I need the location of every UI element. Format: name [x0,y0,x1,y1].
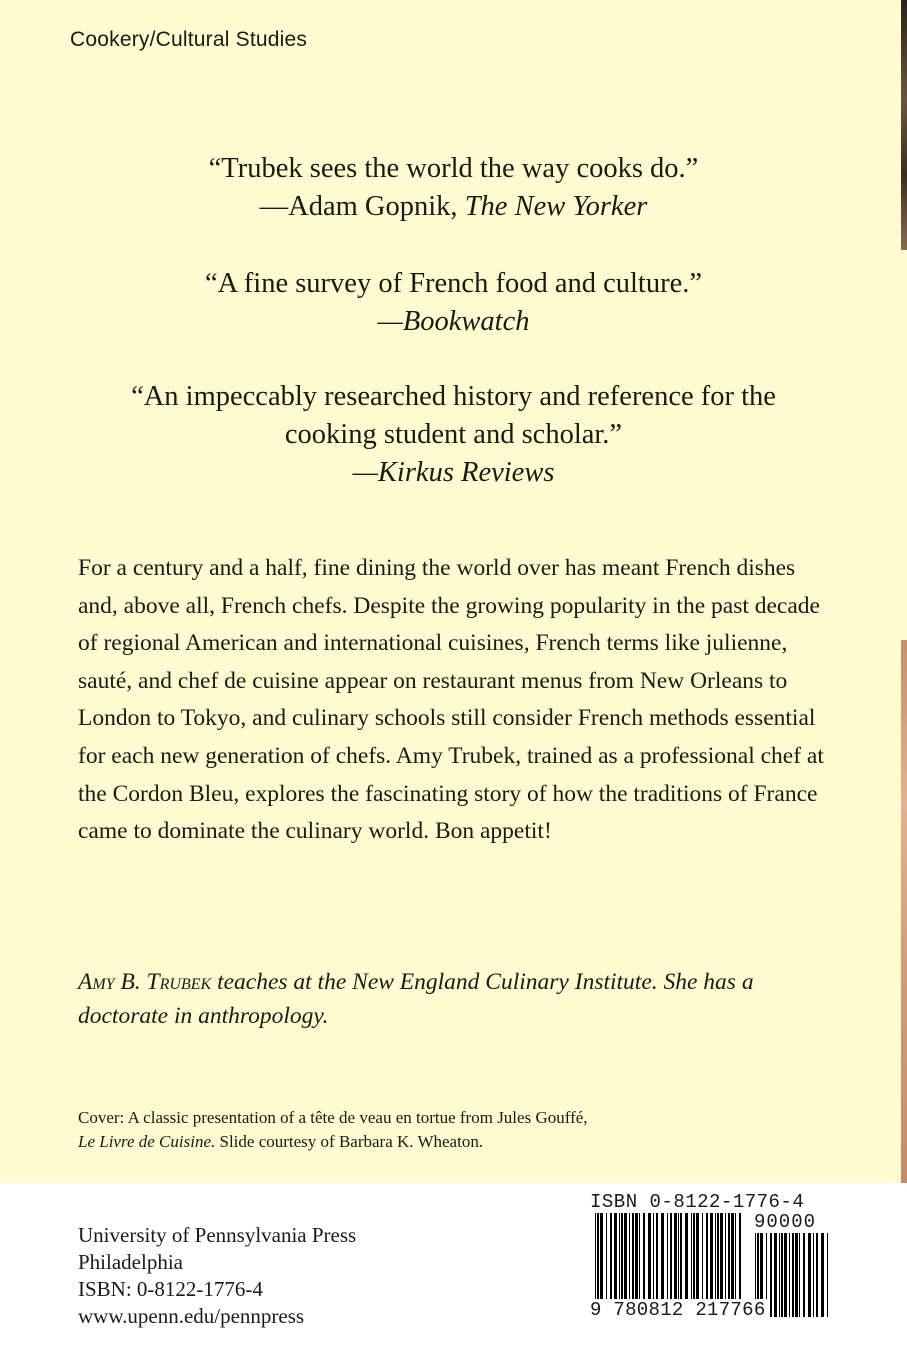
barcode-bar [597,1213,599,1311]
quote-2-attribution [0,303,907,341]
barcode-bar [702,1213,703,1311]
barcode-bar [821,1233,824,1317]
barcode-bar [610,1213,612,1311]
barcode-bar [696,1213,699,1311]
quote-3-attribution-source: —Kirkus Reviews [352,457,555,488]
barcode-bar [770,1233,772,1317]
quote-2-text: “A fine survey of French food and culture.” [205,268,702,299]
barcode-bar [624,1213,627,1311]
barcode-bar [784,1233,787,1317]
quote-3-text-line2: cooking student and scholar.” [284,419,623,450]
barcode-bar [639,1213,640,1311]
quote-3 [0,378,907,492]
barcode-bar [600,1213,603,1311]
barcode-bar [717,1213,719,1311]
author-bio [78,965,838,1033]
quote-1-attribution-source: The New Yorker [464,191,648,222]
barcode-bar [725,1213,726,1311]
barcode-bar [667,1213,668,1311]
barcode-bar [813,1233,814,1317]
barcode-bar [803,1233,805,1317]
quote-1-attribution [0,188,907,226]
barcode-bar [715,1213,716,1311]
barcode-bar [710,1213,713,1311]
publisher-isbn: ISBN: 0-8122-1776-4 [78,1277,263,1301]
barcode-bar [808,1233,811,1317]
barcode-bar [685,1213,688,1311]
barcode-bar [632,1213,634,1311]
barcode-isbn-label: ISBN 0-8122-1776-4 [590,1191,805,1213]
cover-credit-title: Le Livre de Cuisine. [78,1132,216,1151]
barcode-bar [706,1213,708,1311]
barcode-bar [728,1213,730,1311]
barcode-bar [619,1213,620,1311]
barcode-bar [795,1233,798,1317]
barcode-bar [680,1213,682,1311]
quote-1-attribution-prefix: —Adam Gopnik, [259,191,465,222]
barcode-bar [781,1233,783,1317]
cover-credit-rest: Slide courtesy of Barbara K. Wheaton. [215,1132,484,1151]
barcode-bar [693,1213,695,1311]
barcode-bar [621,1213,623,1311]
barcode-bar [606,1213,607,1311]
barcode-bar [678,1213,679,1311]
barcode [590,1191,840,1331]
quote-1-text: “Trubek sees the world the way cooks do.” [208,153,699,184]
barcode-bar [792,1233,794,1317]
publisher-name: University of Pennsylvania Press [78,1223,357,1247]
barcode-bar [731,1213,734,1311]
barcode-bar [661,1213,664,1311]
publisher-url: www.upenn.edu/pennpress [78,1304,305,1328]
barcode-bar [816,1233,818,1317]
barcode-bar [739,1213,741,1311]
barcode-bar [674,1213,677,1311]
barcode-bar [635,1213,638,1311]
cover-credit-line1: Cover: A classic presentation of a tête de veau en tortue from Jules Gouffé, [78,1108,588,1127]
author-bio-text: teaches at the New England Culinary Institute. She has a doctorate in anthropology. [78,969,754,1029]
quote-3-text-line1: “An impeccably researched history and reference for the [131,381,776,412]
publisher-block [78,1222,356,1330]
quote-1 [0,150,907,226]
barcode-bar [595,1213,596,1311]
barcode-bar [827,1233,828,1317]
barcode-bar [789,1233,790,1317]
barcode-bar [799,1233,800,1317]
barcode-bar [735,1213,736,1311]
barcode-bars-main [594,1213,744,1311]
cover-image-edge-middle [901,640,907,1185]
barcode-bar [720,1213,723,1311]
barcode-digits: 9 780812 217766 [590,1299,766,1321]
barcode-bar [653,1213,654,1311]
quote-3-attribution [0,454,907,492]
barcode-price-code: 90000 [754,1211,817,1233]
book-description: For a century and a half, fine dining the world over has meant French dishes and, above all, French chefs. Despite the growing popularity in the past decade of regional American and international cuisines, French terms like julienne, sauté, and chef de cuisine appear on restaurant menus from New Orleans to London to Tokyo, and culinary schools still consider French methods essential for each new generation of chefs. Amy Trubek, trained as a professional chef at the Cordon Bleu, explores the fascinating story of how the traditions of France came to dominate the culinary world. Bon appetit! [78,555,824,845]
barcode-bar [670,1213,672,1311]
author-name: Amy B. Trubek [78,969,212,995]
barcode-bar [774,1233,777,1317]
quote-2 [0,265,907,341]
cover-credit [78,1106,838,1154]
barcode-bar [779,1233,780,1317]
barcode-bar [614,1213,617,1311]
barcode-bar [648,1213,651,1311]
barcode-bar [656,1213,658,1311]
barcode-bar [691,1213,692,1311]
quote-2-attribution-source: —Bookwatch [377,306,530,337]
category-label: Cookery/Cultural Studies [70,28,308,51]
barcode-bar [643,1213,645,1311]
publisher-city: Philadelphia [78,1250,183,1274]
barcode-bar [629,1213,630,1311]
